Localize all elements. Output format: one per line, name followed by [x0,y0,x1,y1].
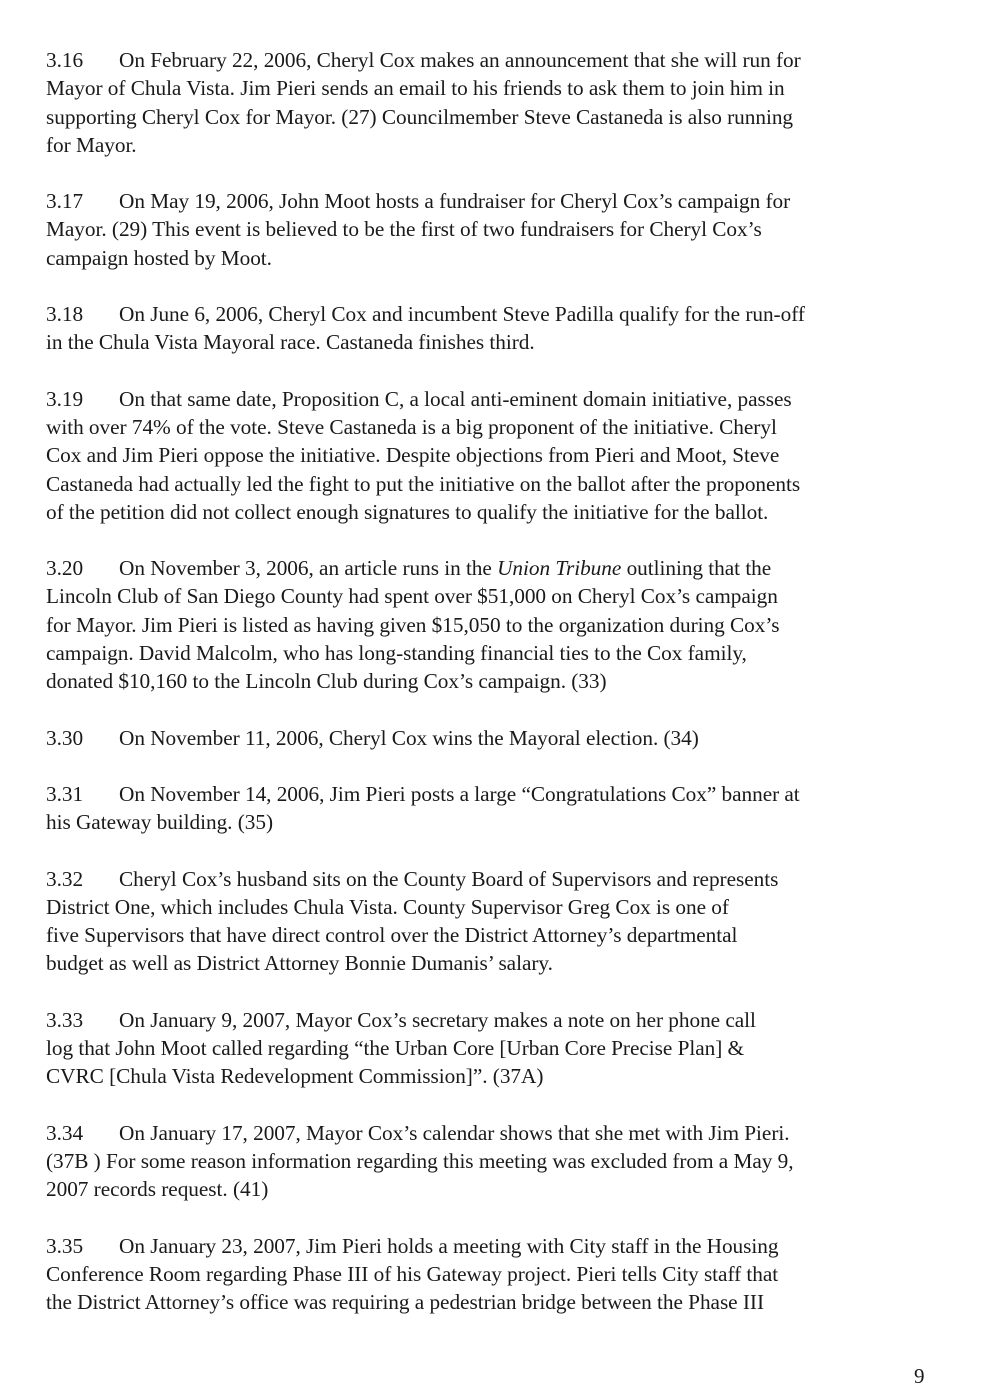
paragraph-line: On June 6, 2006, Cheryl Cox and incumbent Steve Padilla qualify for the run-off [119,302,805,327]
paragraph-line: log that John Moot called regarding “the Urban Core [Urban Core Precise Plan] & [46,1036,745,1061]
paragraph-number: 3.32 [46,866,84,891]
paragraph-line: On November 11, 2006, Cheryl Cox wins the Mayoral election. (34) [119,725,699,750]
paragraph-3-17 [46,187,936,272]
paragraph-line: for Mayor. Jim Pieri is listed as having given $15,050 to the organization during Cox’s [46,612,780,637]
paragraph-line: Conference Room regarding Phase III of his Gateway project. Pieri tells City staff that [46,1261,779,1286]
paragraph-line: Mayor. (29) This event is believed to be the first of two fundraisers for Cheryl Cox’s [46,217,762,242]
paragraph-line: his Gateway building. (35) [46,810,274,835]
document-page [46,46,936,1344]
paragraph-line: On January 9, 2007, Mayor Cox’s secretary makes a note on her phone call [119,1007,756,1032]
paragraph-3-19 [46,385,936,526]
paragraph-line: District One, which includes Chula Vista. County Supervisor Greg Cox is one of [46,894,729,919]
paragraph-number: 3.16 [46,48,84,72]
paragraph-line-start: On November 3, 2006, an article runs in the [119,556,498,581]
paragraph-number: 3.19 [46,386,84,411]
paragraph-line: On January 23, 2007, Jim Pieri holds a meeting with City staff in the Housing [119,1233,779,1258]
paragraph-line: Cheryl Cox’s husband sits on the County Board of Supervisors and represents [119,866,779,891]
paragraph-number: 3.31 [46,781,84,806]
paragraph-line: Castaneda had actually led the fight to put the initiative on the ballot after the proponents [46,471,801,496]
paragraph-line: with over 74% of the vote. Steve Castaneda is a big proponent of the initiative. Cheryl [46,414,777,439]
paragraph-line: campaign hosted by Moot. [46,245,272,270]
paragraph-number: 3.17 [46,189,84,214]
paragraph-number: 3.33 [46,1007,84,1032]
paragraph-3-31 [46,780,936,837]
paragraph-line: On February 22, 2006, Cheryl Cox makes an announcement that she will run for [119,48,801,72]
paragraph-line: On November 14, 2006, Jim Pieri posts a large “Congratulations Cox” banner at [119,781,800,806]
paragraph-3-32 [46,865,936,978]
paragraph-line: the District Attorney’s office was requiring a pedestrian bridge between the Phase III [46,1290,764,1315]
paragraph-number: 3.20 [46,556,84,581]
paragraph-3-18 [46,300,936,357]
paragraph-3-33 [46,1006,936,1091]
page-number: 9 [914,1364,925,1388]
paragraph-line: On January 17, 2007, Mayor Cox’s calendar shows that she met with Jim Pieri. [119,1120,790,1145]
paragraph-3-35 [46,1232,936,1317]
paragraph-line-end: outlining that the [621,556,772,581]
newspaper-title: Union Tribune [497,556,622,581]
paragraph-3-34 [46,1119,936,1204]
paragraph-line: CVRC [Chula Vista Redevelopment Commission]”. (37A) [46,1064,544,1089]
paragraph-line: (37B ) For some reason information regarding this meeting was excluded from a May 9, [46,1148,794,1173]
paragraph-number: 3.34 [46,1120,84,1145]
paragraph-line: five Supervisors that have direct control over the District Attorney’s departmental [46,923,738,948]
paragraph-line: On that same date, Proposition C, a local anti-eminent domain initiative, passes [119,386,792,411]
paragraph-line: of the petition did not collect enough signatures to qualify the initiative for the ballot. [46,499,769,524]
paragraph-line: 2007 records request. (41) [46,1177,269,1202]
paragraph-line: On May 19, 2006, John Moot hosts a fundraiser for Cheryl Cox’s campaign for [119,189,791,214]
paragraph-line: for Mayor. [46,132,137,157]
paragraph-line: donated $10,160 to the Lincoln Club during Cox’s campaign. (33) [46,669,607,694]
paragraph-number: 3.30 [46,725,84,750]
paragraph-line: Lincoln Club of San Diego County had spent over $51,000 on Cheryl Cox’s campaign [46,584,778,609]
paragraph-3-30 [46,724,936,752]
paragraph-3-16 [46,46,936,159]
paragraph-number: 3.35 [46,1233,84,1258]
paragraph-3-20 [46,554,936,695]
paragraph-line: campaign. David Malcolm, who has long-standing financial ties to the Cox family, [46,641,747,666]
paragraph-line: Cox and Jim Pieri oppose the initiative. Despite objections from Pieri and Moot, Steve [46,443,780,468]
paragraph-number: 3.18 [46,302,84,327]
paragraph-line: Mayor of Chula Vista. Jim Pieri sends an email to his friends to ask them to join him in [46,76,785,101]
paragraph-line: budget as well as District Attorney Bonnie Dumanis’ salary. [46,951,553,976]
paragraph-line: supporting Cheryl Cox for Mayor. (27) Councilmember Steve Castaneda is also running [46,104,794,129]
paragraph-line: in the Chula Vista Mayoral race. Castaneda finishes third. [46,330,535,355]
